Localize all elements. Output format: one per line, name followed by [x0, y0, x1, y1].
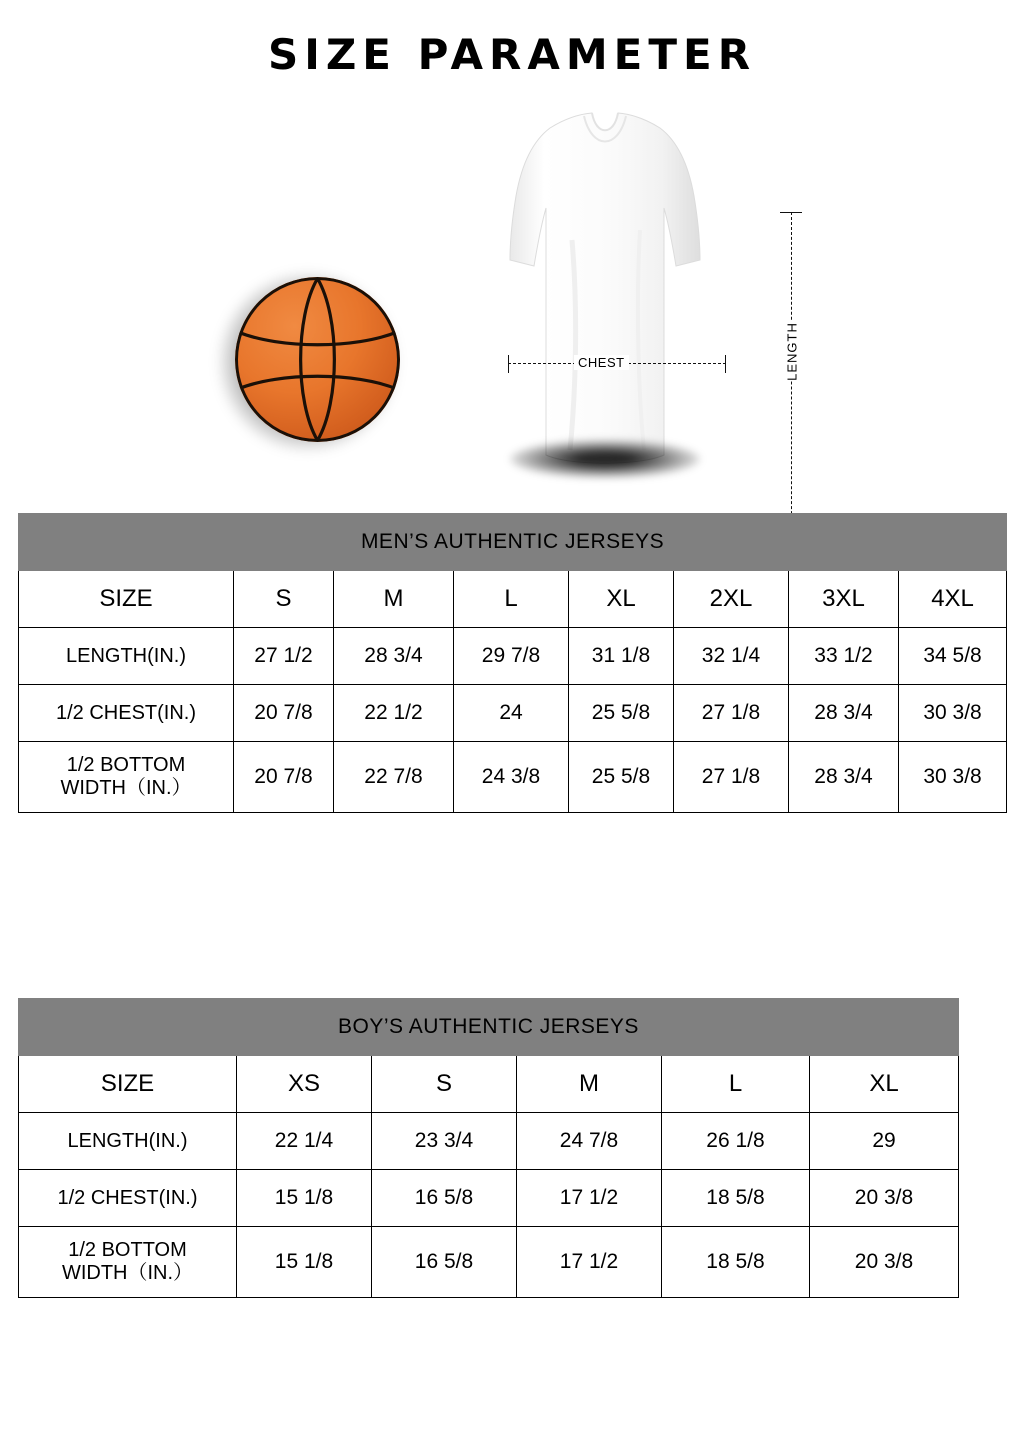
- mens-chest-l: 24: [454, 685, 569, 742]
- length-label: LENGTH: [784, 322, 800, 381]
- table-row: [19, 1170, 959, 1227]
- table-row: [19, 628, 1007, 685]
- jersey-shadow: [510, 440, 700, 478]
- mens-col-l: L: [454, 571, 569, 628]
- illustration-area: [0, 100, 1024, 500]
- mens-bottom-xl: 25 5/8: [569, 742, 674, 813]
- boys-size-table: [18, 998, 959, 1298]
- boys-length-s: 23 3/4: [372, 1113, 517, 1170]
- length-dash: [791, 212, 792, 564]
- mens-bottom-s: 20 7/8: [234, 742, 334, 813]
- mens-length-3xl: 33 1/2: [789, 628, 899, 685]
- mens-chest-xl: 25 5/8: [569, 685, 674, 742]
- mens-col-3xl: 3XL: [789, 571, 899, 628]
- boys-bottom-xl: 20 3/8: [810, 1227, 959, 1298]
- boys-size-table-block: [18, 998, 958, 1298]
- mens-table-heading: MEN’S AUTHENTIC JERSEYS: [19, 514, 1007, 571]
- boys-col-xs: XS: [237, 1056, 372, 1113]
- mens-length-4xl: 34 5/8: [899, 628, 1007, 685]
- mens-length-s: 27 1/2: [234, 628, 334, 685]
- boys-bottom-xs: 15 1/8: [237, 1227, 372, 1298]
- boys-col-l: L: [662, 1056, 810, 1113]
- mens-col-4xl: 4XL: [899, 571, 1007, 628]
- chest-tick-left: [508, 355, 509, 373]
- jersey-icon: [480, 110, 730, 480]
- boys-table-column-header-row: [19, 1056, 959, 1113]
- mens-size-table-block: [18, 513, 1006, 813]
- mens-row-label-chest: 1/2 CHEST(IN.): [19, 685, 234, 742]
- boys-col-size: SIZE: [19, 1056, 237, 1113]
- boys-chest-m: 17 1/2: [517, 1170, 662, 1227]
- boys-chest-xl: 20 3/8: [810, 1170, 959, 1227]
- mens-bottom-m: 22 7/8: [334, 742, 454, 813]
- boys-col-xl: XL: [810, 1056, 959, 1113]
- mens-table-heading-row: [19, 514, 1007, 571]
- mens-length-xl: 31 1/8: [569, 628, 674, 685]
- page-title: SIZE PARAMETER: [267, 30, 757, 79]
- boys-table-heading-row: [19, 999, 959, 1056]
- mens-col-m: M: [334, 571, 454, 628]
- mens-bottom-l: 24 3/8: [454, 742, 569, 813]
- boys-row-label-bottom-width-line2: WIDTH（IN.）: [61, 1262, 194, 1284]
- mens-row-label-bottom-width-line1: 1/2 BOTTOM: [66, 754, 186, 776]
- mens-length-m: 28 3/4: [334, 628, 454, 685]
- boys-table-heading: BOY’S AUTHENTIC JERSEYS: [19, 999, 959, 1056]
- boys-length-m: 24 7/8: [517, 1113, 662, 1170]
- basketball-ball: [235, 277, 400, 442]
- boys-chest-xs: 15 1/8: [237, 1170, 372, 1227]
- boys-length-xs: 22 1/4: [237, 1113, 372, 1170]
- mens-row-label-bottom-width-line2: WIDTH（IN.）: [60, 777, 192, 799]
- boys-col-s: S: [372, 1056, 517, 1113]
- boys-chest-l: 18 5/8: [662, 1170, 810, 1227]
- length-tick-top: [780, 212, 802, 213]
- boys-col-m: M: [517, 1056, 662, 1113]
- mens-chest-2xl: 27 1/8: [674, 685, 789, 742]
- mens-chest-3xl: 28 3/4: [789, 685, 899, 742]
- mens-length-l: 29 7/8: [454, 628, 569, 685]
- boys-row-label-bottom-width: [19, 1227, 237, 1298]
- mens-chest-4xl: 30 3/8: [899, 685, 1007, 742]
- boys-row-label-bottom-width-line1: 1/2 BOTTOM: [68, 1239, 187, 1261]
- boys-bottom-m: 17 1/2: [517, 1227, 662, 1298]
- mens-col-2xl: 2XL: [674, 571, 789, 628]
- mens-size-table: [18, 513, 1007, 813]
- table-row: [19, 1227, 959, 1298]
- boys-chest-s: 16 5/8: [372, 1170, 517, 1227]
- table-row: [19, 1113, 959, 1170]
- boys-row-label-chest: 1/2 CHEST(IN.): [19, 1170, 237, 1227]
- basketball-icon: [212, 260, 412, 460]
- boys-bottom-l: 18 5/8: [662, 1227, 810, 1298]
- boys-length-l: 26 1/8: [662, 1113, 810, 1170]
- chest-measure-line: [508, 355, 726, 373]
- table-row: [19, 685, 1007, 742]
- mens-length-2xl: 32 1/4: [674, 628, 789, 685]
- mens-col-size: SIZE: [19, 571, 234, 628]
- mens-bottom-3xl: 28 3/4: [789, 742, 899, 813]
- boys-bottom-s: 16 5/8: [372, 1227, 517, 1298]
- table-row: [19, 742, 1007, 813]
- mens-row-label-bottom-width: [19, 742, 234, 813]
- mens-bottom-2xl: 27 1/8: [674, 742, 789, 813]
- mens-chest-m: 22 1/2: [334, 685, 454, 742]
- mens-chest-s: 20 7/8: [234, 685, 334, 742]
- mens-col-s: S: [234, 571, 334, 628]
- mens-bottom-4xl: 30 3/8: [899, 742, 1007, 813]
- mens-table-column-header-row: [19, 571, 1007, 628]
- boys-length-xl: 29: [810, 1113, 959, 1170]
- chest-label: CHEST: [574, 355, 629, 370]
- mens-row-label-length: LENGTH(IN.): [19, 628, 234, 685]
- basketball-seams-icon: [235, 277, 400, 442]
- chest-tick-right: [725, 355, 726, 373]
- boys-row-label-length: LENGTH(IN.): [19, 1113, 237, 1170]
- length-measure-line: [780, 212, 802, 564]
- jersey-illustration: [480, 110, 730, 480]
- mens-col-xl: XL: [569, 571, 674, 628]
